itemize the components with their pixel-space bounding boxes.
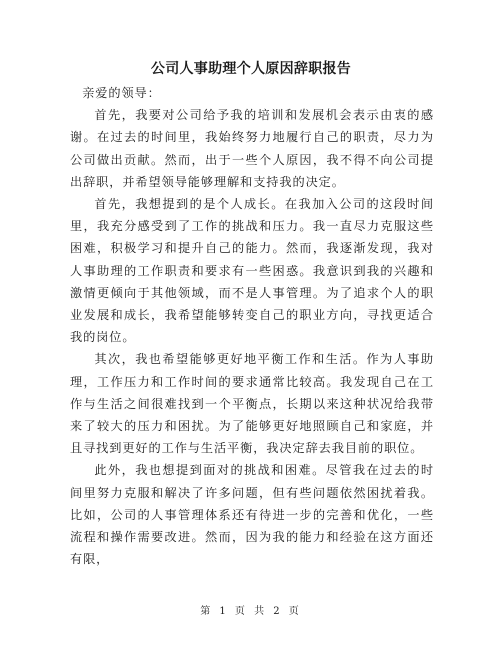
paragraph-3: 其次，我也希望能够更好地平衡工作和生活。作为人事助理，工作压力和工作时间的要求通常比较高。我发现自己在工作与生活之间很难找到一个平衡点，长期以来这种状况给我带来了较大的压力和困扰。为了能够更好地照顾自己和家庭，并且寻找到更好的工作与生活平衡，我决定辞去我目前的职位。 [70,352,434,456]
greeting: 亲爱的领导： [82,86,161,100]
paragraph-1: 首先，我要对公司给予我的培训和发展机会表示由衷的感谢。在过去的时间里，我始终努力地履行自己的职责，尽力为公司做出贡献。然而，出于一些个人原因，我不得不向公司提出辞职，并希望领导能够理解和支持我的决定。 [70,108,434,189]
paragraph-2: 首先，我想提到的是个人成长。在我加入公司的这段时间里，我充分感受到了工作的挑战和压力。我一直尽力克服这些困难，积极学习和提升自己的能力。然而，我逐渐发现，我对人事助理的工作职责和要求有一些困惑。我意识到我的兴趣和激情更倾向于其他领域，而不是人事管理。为了追求个人的职业发展和成长，我希望能够转变自己的职业方向，寻找更适合我的岗位。 [70,197,434,345]
document-title: 公司人事助理个人原因辞职报告 [150,61,352,77]
page-footer: 第 1 页 共 2 页 [200,606,302,617]
paragraph-4: 此外，我也想提到面对的挑战和困难。尽管我在过去的时间里努力克服和解决了许多问题，但有些问题依然困扰着我。比如，公司的人事管理体系还有待进一步的完善和优化，一些流程和操作需要改进。然而，因为我的能力和经验在这方面还有限， [70,463,434,567]
document-body [70,82,434,570]
